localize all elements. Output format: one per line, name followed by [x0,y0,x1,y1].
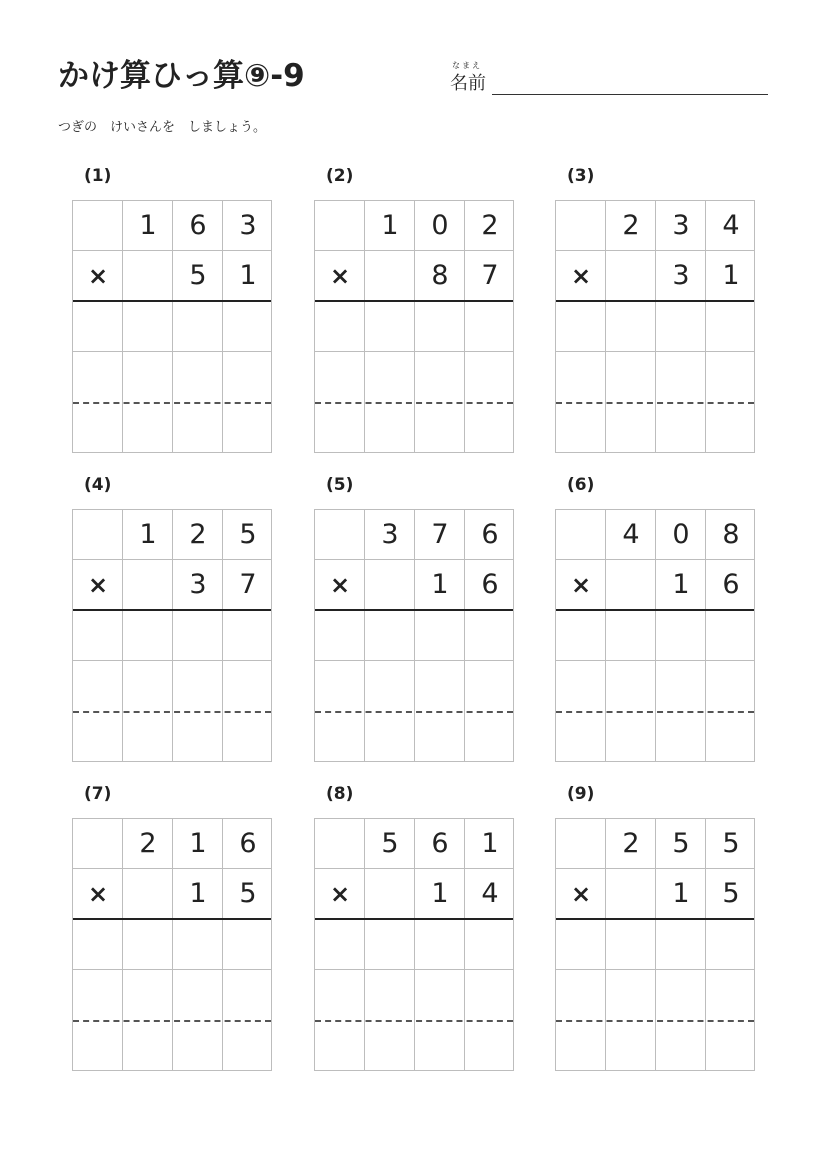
multiply-sign: × [570,880,592,908]
multiplicand-digit: 1 [189,828,207,859]
grid-row-line [73,969,271,970]
answer-grid[interactable] [72,200,272,453]
multiplier-digit: 1 [722,260,740,291]
carry-dashed-line [556,402,754,404]
multiplier-digit: 1 [431,569,449,600]
multiplicand-digit [73,510,123,560]
multiplier-digit: 3 [189,569,207,600]
answer-grid[interactable] [555,818,755,1071]
multiplier-digit: 5 [239,878,257,909]
multiplicand-digit: 4 [722,210,740,241]
multiplicand-digit: 0 [431,210,449,241]
multiplier-digit [123,869,173,919]
multiplier-digit [606,869,656,919]
multiply-sign: × [570,571,592,599]
multiplicand-digit: 3 [239,210,257,241]
multiply-sign: × [329,571,351,599]
answer-grid[interactable] [314,200,514,453]
multiplier-digit: 5 [722,878,740,909]
instruction-text: つぎの けいさんを しましょう。 [58,120,267,135]
multiplicand-digit [315,201,365,251]
multiplier-digit: 7 [481,260,499,291]
carry-dashed-line [73,402,271,404]
multiplier-digit: 3 [672,260,690,291]
multiply-sign: × [87,262,109,290]
answer-grid[interactable] [314,818,514,1071]
multiplicand-digit: 1 [481,828,499,859]
multiplicand-digit [556,201,606,251]
multiplicand-digit: 2 [622,828,640,859]
carry-dashed-line [315,1020,513,1022]
multiplier-digit [365,560,415,610]
problem-label: (2) [326,166,354,186]
multiply-sign: × [329,262,351,290]
multiply-sign: × [570,262,592,290]
name-label: 名前 [450,73,486,94]
answer-grid[interactable] [314,509,514,762]
multiplicand-digit: 3 [672,210,690,241]
multiplicand-digit: 1 [381,210,399,241]
name-ruby: なまえ [452,61,482,70]
multiplicand-digit: 5 [672,828,690,859]
multiplier-digit: 6 [722,569,740,600]
answer-grid[interactable] [555,509,755,762]
multiplicand-digit: 5 [722,828,740,859]
multiplicand-digit: 5 [239,519,257,550]
multiplicand-digit: 4 [622,519,640,550]
multiplier-digit: 1 [239,260,257,291]
multiplicand-digit [73,819,123,869]
multiplicand-digit: 2 [139,828,157,859]
grid-row-line [556,351,754,352]
multiplicand-digit [315,510,365,560]
carry-dashed-line [556,1020,754,1022]
carry-dashed-line [315,402,513,404]
answer-grid[interactable] [555,200,755,453]
name-write-line[interactable] [492,94,768,95]
multiplicand-digit: 2 [481,210,499,241]
multiplicand-digit: 6 [481,519,499,550]
multiplier-digit [606,251,656,301]
grid-row-line [556,660,754,661]
multiplicand-digit: 0 [672,519,690,550]
carry-dashed-line [73,711,271,713]
multiplicand-digit: 7 [431,519,449,550]
grid-row-line [556,969,754,970]
multiply-sign: × [329,880,351,908]
multiplier-digit: 5 [189,260,207,291]
multiplicand-digit: 5 [381,828,399,859]
problem-label: (8) [326,784,354,804]
carry-dashed-line [73,1020,271,1022]
multiplier-digit [365,869,415,919]
answer-grid[interactable] [72,509,272,762]
answer-grid[interactable] [72,818,272,1071]
multiplicand-digit: 2 [189,519,207,550]
multiplier-digit: 7 [239,569,257,600]
carry-dashed-line [556,711,754,713]
multiplicand-digit: 1 [139,519,157,550]
problem-label: (1) [84,166,112,186]
multiplier-digit: 8 [431,260,449,291]
grid-row-line [315,660,513,661]
multiplier-digit: 6 [481,569,499,600]
problem-label: (5) [326,475,354,495]
multiplicand-digit [556,819,606,869]
multiply-sign: × [87,880,109,908]
multiplicand-digit: 2 [622,210,640,241]
problem-label: (3) [567,166,595,186]
multiplier-digit [123,560,173,610]
problem-label: (7) [84,784,112,804]
multiplier-digit: 1 [189,878,207,909]
multiplier-digit: 1 [672,878,690,909]
multiplicand-digit: 6 [189,210,207,241]
multiplier-digit: 1 [672,569,690,600]
multiplicand-digit: 8 [722,519,740,550]
multiplicand-digit [315,819,365,869]
multiplier-digit: 1 [431,878,449,909]
grid-row-line [73,660,271,661]
multiplicand-digit: 6 [431,828,449,859]
multiplicand-digit: 6 [239,828,257,859]
multiplicand-digit: 3 [381,519,399,550]
problem-label: (4) [84,475,112,495]
multiply-sign: × [87,571,109,599]
grid-row-line [315,351,513,352]
carry-dashed-line [315,711,513,713]
multiplier-digit: 4 [481,878,499,909]
multiplicand-digit [73,201,123,251]
multiplicand-digit: 1 [139,210,157,241]
problem-label: (9) [567,784,595,804]
multiplicand-digit [556,510,606,560]
grid-row-line [315,969,513,970]
grid-row-line [73,351,271,352]
multiplier-digit [123,251,173,301]
multiplier-digit [606,560,656,610]
problem-label: (6) [567,475,595,495]
multiplier-digit [365,251,415,301]
worksheet-title: かけ算ひっ算⑨-9 [58,58,305,94]
